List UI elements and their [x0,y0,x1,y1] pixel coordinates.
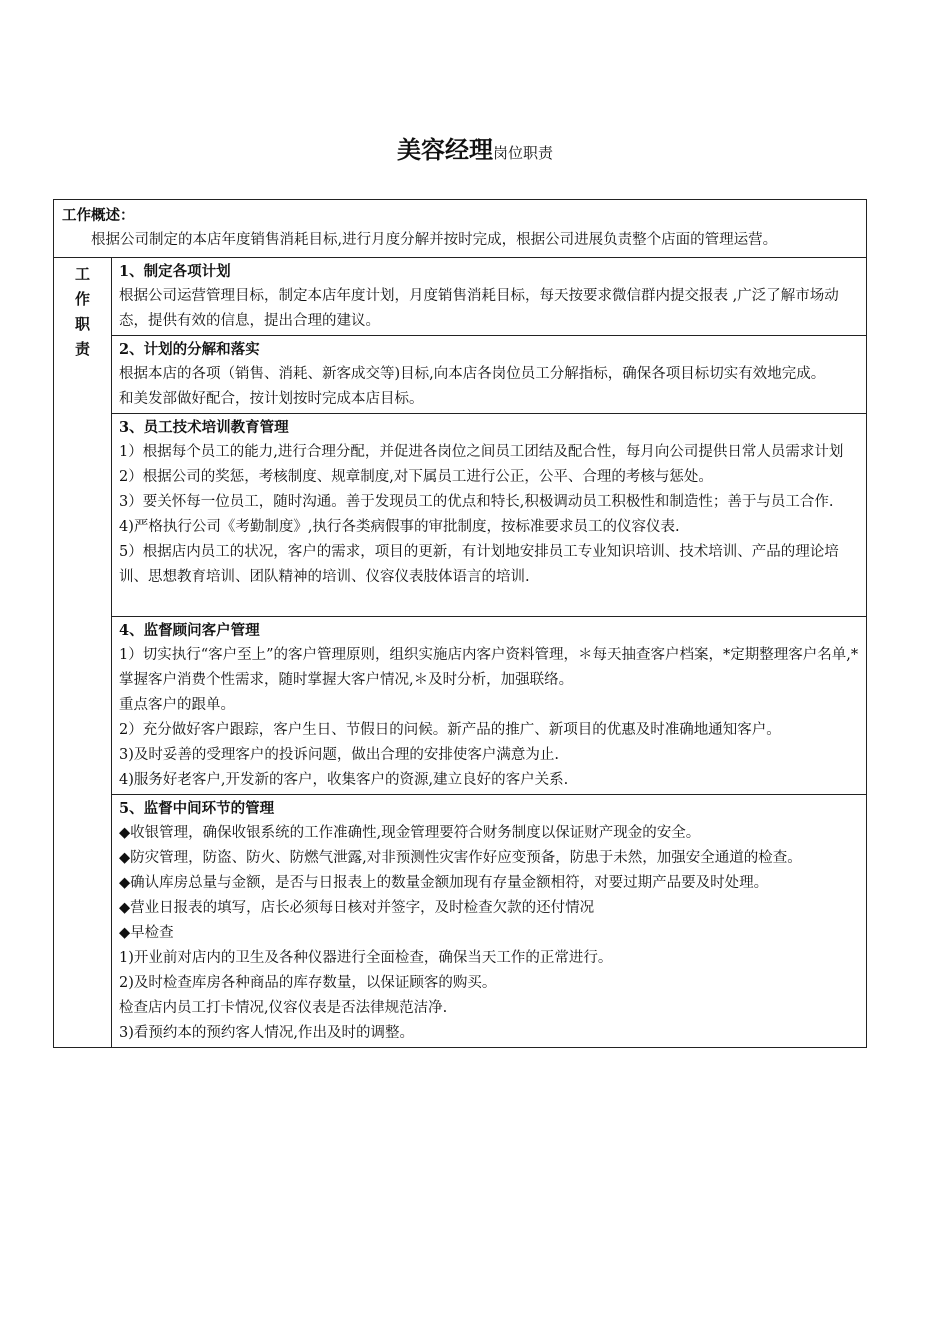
section-line: 1)开业前对店内的卫生及各种仪器进行全面检查，确保当天工作的正常进行。 [119,950,613,966]
overview-heading: 工作概述： [62,207,135,224]
section-title: 1、制定各项计划 [119,263,231,280]
section-line: 检查店内员工打卡情况,仪容仪表是否法律规范洁净. [119,1000,448,1016]
section-line: 3)看预约本的预约客人情况,作出及时的调整。 [119,1025,414,1041]
section-line: 根据公司运营管理目标，制定本店年度计划，月度销售消耗目标，每天按要求微信群内提交报表 ,广泛了解市场动态，提供有效的信息，提出合理的建议。 [119,288,839,329]
section-line: 重点客户的跟单。 [119,697,235,713]
section-breakdown [112,336,867,414]
section-line: 2）根据公司的奖惩，考核制度、规章制度,对下属员工进行公正，公平、合理的考核与惩处。 [119,469,713,485]
section-line: 3)及时妥善的受理客户的投诉问题，做出合理的安排使客户满意为止. [119,747,559,763]
section-middle-management [112,795,867,1048]
section-line: 4)服务好老客户,开发新的客户，收集客户的资源,建立良好的客户关系. [119,772,569,788]
section-row-4 [54,617,867,795]
duties-table [53,199,867,1048]
overview-cell [54,200,867,258]
side-label-char: 职 [74,315,90,333]
section-line: 1）根据每个员工的能力,进行合理分配，并促进各岗位之间员工团结及配合性，每月向公司提供日常人员需求计划 [119,444,844,460]
section-line: ◆早检查 [119,925,174,941]
section-training [112,414,867,617]
section-title: 5、监督中间环节的管理 [119,800,275,817]
section-line: 4)严格执行公司《考勤制度》,执行各类病假事的审批制度，按标准要求员工的仪容仪表. [119,519,680,535]
overview-row [54,200,867,258]
section-row-3 [54,414,867,617]
section-line: 和美发部做好配合，按计划按时完成本店目标。 [119,391,424,407]
section-line: ◆收银管理，确保收银系统的工作准确性,现金管理要符合财务制度以保证财产现金的安全。 [119,825,701,841]
section-line: 根据本店的各项（销售、消耗、新客成交等)目标,向本店各岗位员工分解指标，确保各项目标切实有效地完成。 [119,366,826,382]
section-title: 4、监督顾问客户管理 [119,622,260,639]
section-line: 2）充分做好客户跟踪，客户生日、节假日的问候。新产品的推广、新项目的优惠及时准确地通知客户。 [119,722,781,738]
section-line: ◆防灾管理，防盗、防火、防燃气泄露,对非预测性灾害作好应变预备，防患于未然，加强安全通道的检查。 [119,850,802,866]
section-line: ◆营业日报表的填写，店长必须每日核对并签字，及时检查欠款的还付情况 [119,900,595,916]
section-line: ◆确认库房总量与金额，是否与日报表上的数量金额加现有存量金额相符，对要过期产品要及时处理。 [119,875,769,891]
section-line: 2)及时检查库房各种商品的库存数量，以保证顾客的购买。 [119,975,497,991]
section-row-2 [54,336,867,414]
overview-text: 根据公司制定的本店年度销售消耗目标,进行月度分解并按时完成，根据公司进展负责整个店面的管理运营。 [91,232,778,248]
section-line: 3）要关怀每一位员工，随时沟通。善于发现员工的优点和特长,积极调动员工积极性和制造性；善于与员工合作. [119,494,834,510]
section-plans [112,258,867,336]
side-label-char: 作 [74,290,90,308]
title-sub: 岗位职责 [492,144,553,162]
section-line: 5）根据店内员工的状况，客户的需求，项目的更新，有计划地安排员工专业知识培训、技术培训、产品的理论培训、思想教育培训、团队精神的培训、仪容仪表肢体语言的培训. [119,544,839,585]
page-title [0,132,950,171]
side-label-char: 责 [74,340,90,358]
section-row-5 [54,795,867,1048]
side-label [54,258,112,1048]
section-customers [112,617,867,795]
section-line: 1）切实执行“客户至上”的客户管理原则，组织实施店内客户资料管理，＊每天抽查客户档案，*定期整理客户名单,*掌握客户消费个性需求，随时掌握大客户情况,＊及时分析，加强联络。 [119,647,859,688]
title-main: 美容经理 [396,135,493,164]
section-row-1 [54,258,867,336]
section-title: 3、员工技术培训教育管理 [119,419,289,436]
side-label-char: 工 [74,265,90,283]
section-title: 2、计划的分解和落实 [119,341,260,358]
